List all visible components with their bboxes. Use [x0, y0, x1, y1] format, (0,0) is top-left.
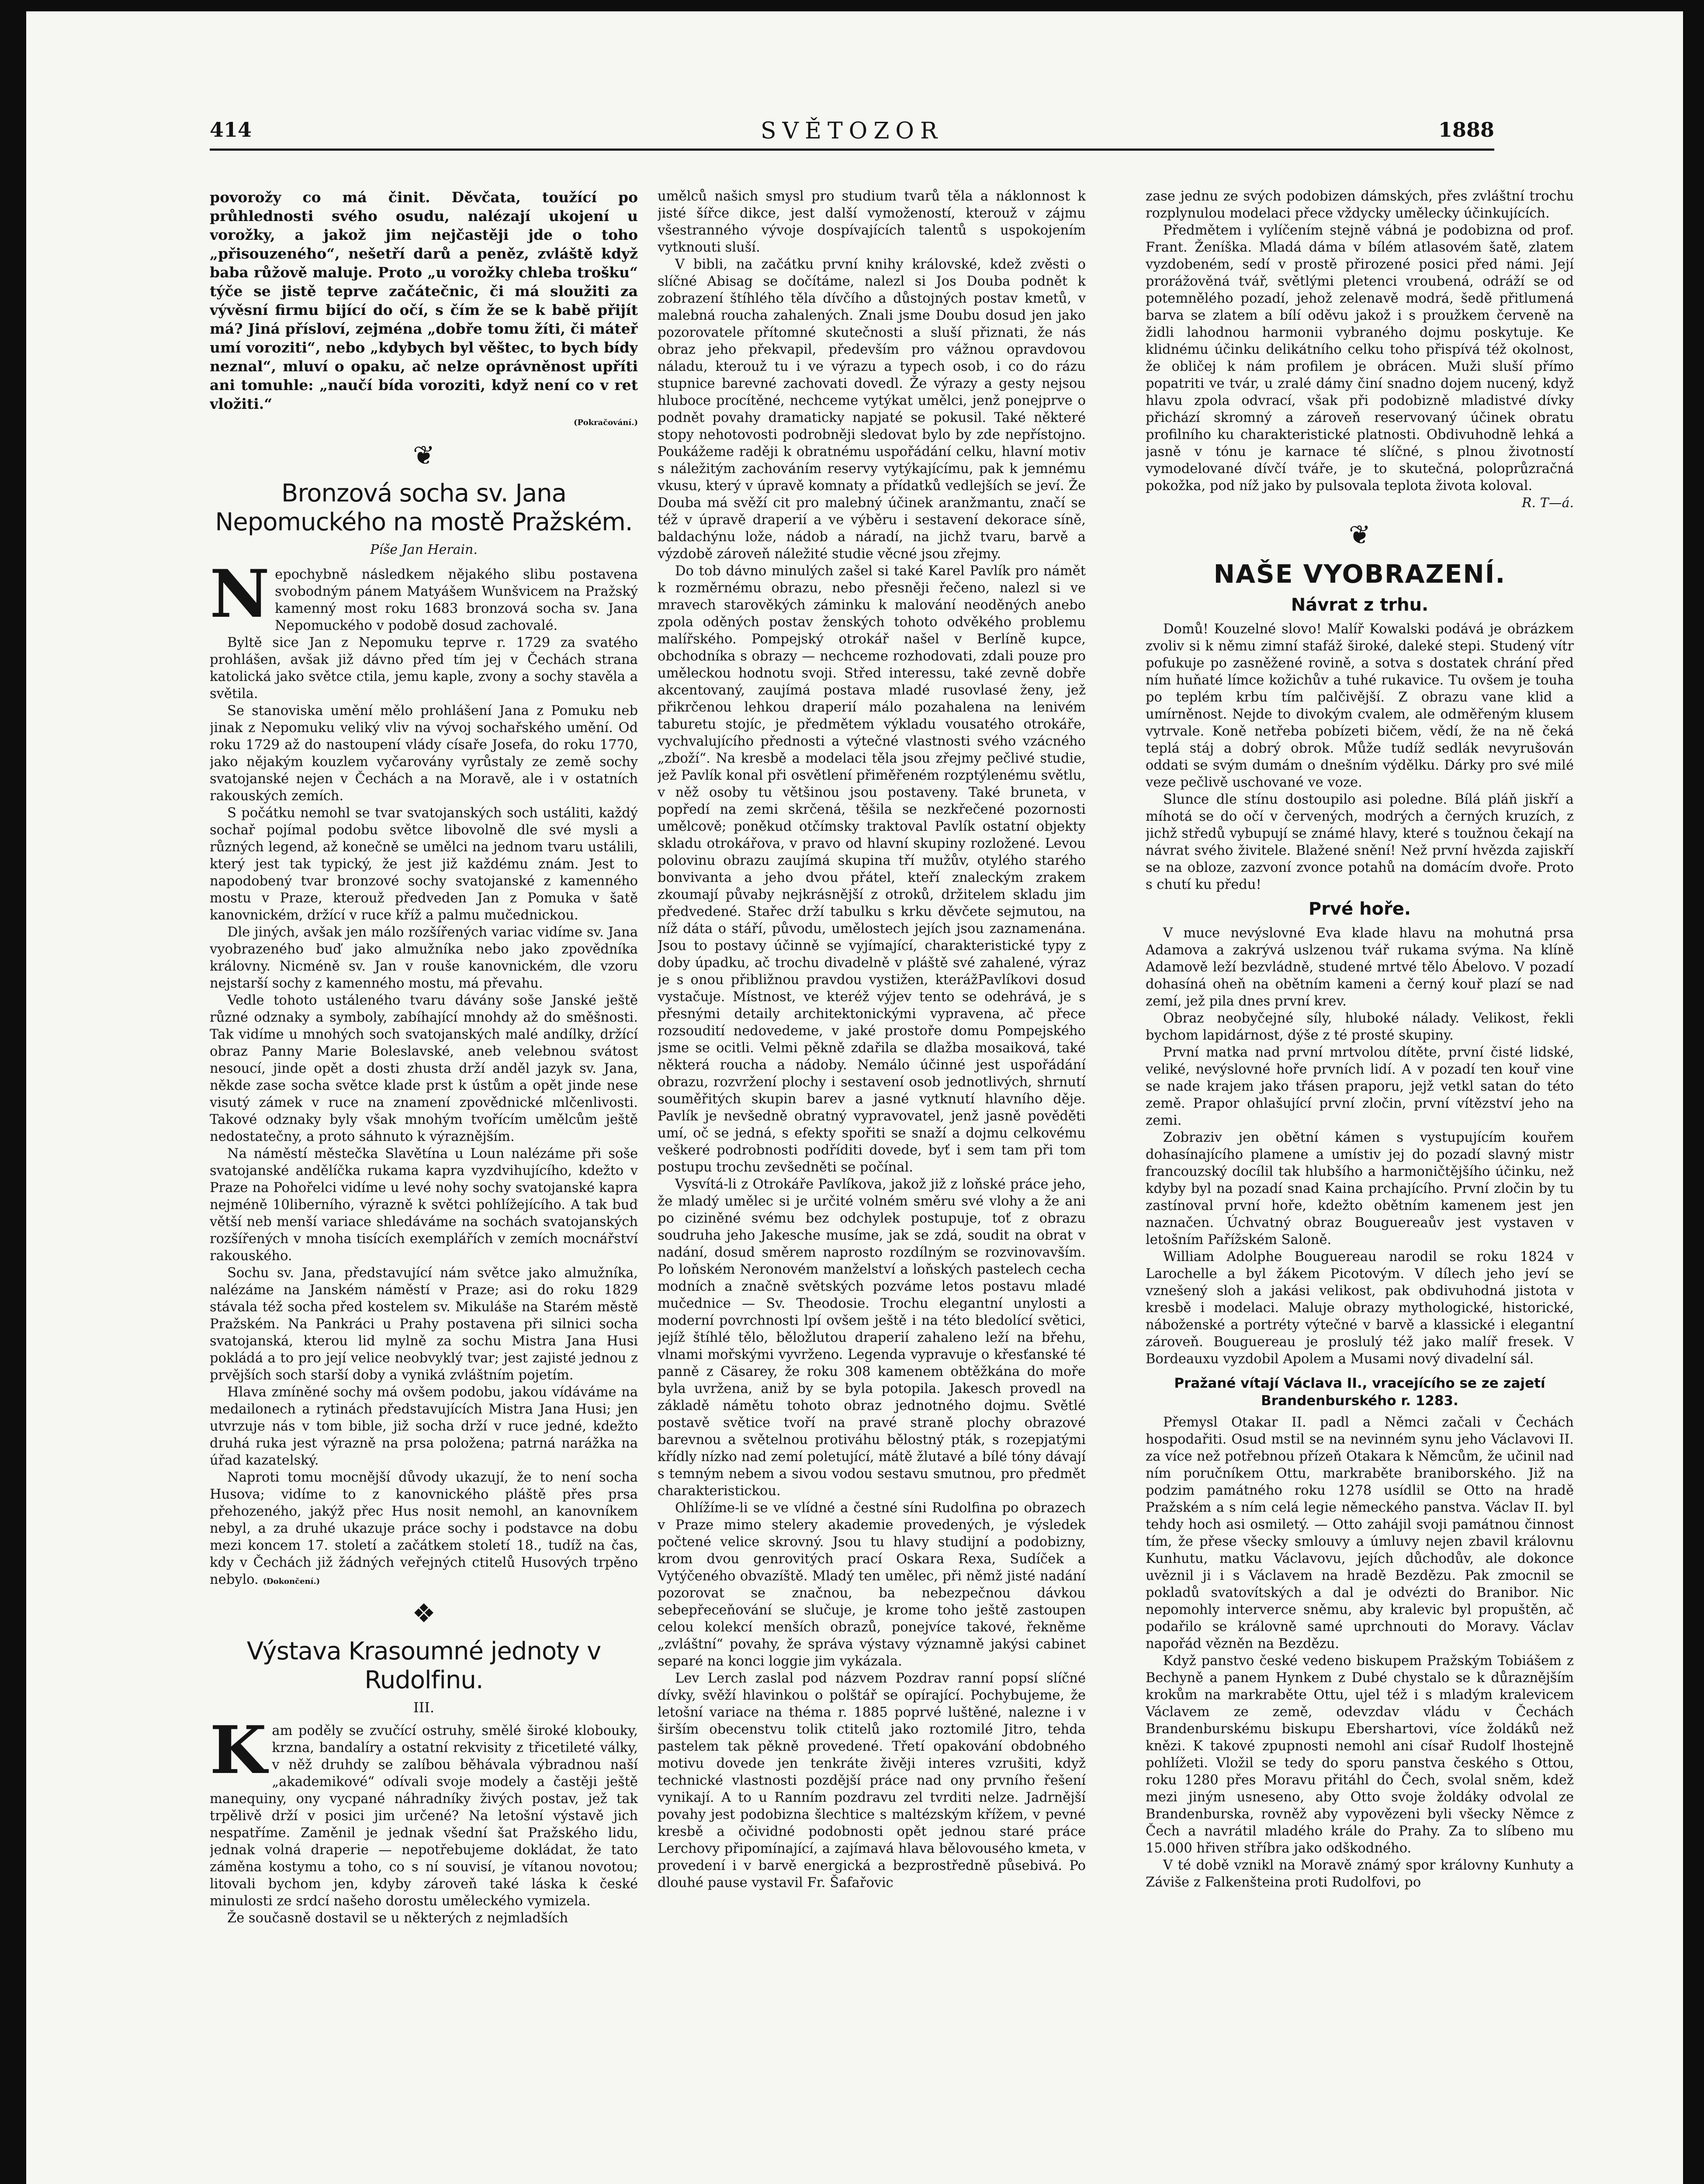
article-paragraph: Ohlížíme-li se ve vlídné a čestné síni Rudolfina po obrazech v Praze mimo stelery akademie provedených, je výsledek počtené velice skrovný. Jsou tu hlavy studijní a podobizny, krom dvou genrovitých prací Oskara Rexa, Sudíček a Vytýčeného obvazíště. Mladý ten umělec, při němž jisté nadání pozorovat se značnou, ba nebezpečnou dávkou sebepřeceňování se slučuje, je krome toho ještě zastoupen celou kolekcí menších obrazů, ponejvíce takové, řekněme „zvláštní“ povahy, že správa výstavy významně jakýsi cabinet separé na konci loggie jim vykázala.: [658, 1500, 1086, 1669]
article-paragraph: Když panstvo české vedeno biskupem Pražským Tobiášem z Bechyně a panem Hynkem z Dubé chystalo se k důraznějším krokům na markraběte Ottu, ujel též i s mladým kralevicem Václavem ze země, odevzdav vládu v Čechách Brandenburskému biskupu Ebershartovi, více žoldáků než knězi. K takové zpupnosti nemohl ani císař Rudolf lhostejně pohlížeti. Vložil se tedy do sporu panstva českého s Ottou, roku 1280 přes Moravu přitáhl do Čech, svolal sněm, kdež mezi jiným usneseno, aby Otto svoje žoldáky odvolal ze Brandenburska, rovněž aby vypovězeni byli všecky Němce z Čech a navrátil mladého krále do Prahy. Za to slíbeno mu 15.000 hřiven stříbra jako odškodného.: [1146, 1653, 1574, 1856]
article-paragraph: Se stanoviska umění mělo prohlášení Jana z Pomuku neb jinak z Nepomuku veliký vliv na vývoj sochařského umění. Od roku 1729 až do nastoupení vlády císaře Josefa, do roku 1770, jako nějakým kouzlem vyčarovány vyrůstaly ze země sochy svatojanské nejen v Čechách a na Moravě, ale i v ostatních rakouských zemích.: [210, 703, 638, 804]
article-paragraph: Domů! Kouzelné slovo! Malíř Kowalski podává je obrázkem zvoliv si k němu zimní stafáž široké, daleké stepi. Studený vítr pofukuje po zasněžené rovině, a sotva s dostatek chrání před ním huňaté límce kožichův a tuhé rukavice. Tu ovšem je touha po teplém krbu tím palčivější. Z obrazu vane klid a umírněnost. Nejde to divokým cvalem, ale odměřeným klusem vytrvale. Koně netřeba pobízeti bičem, vědí, že na ně čeká teplá stáj a dobrý obrok. Může tudíž sedlák nevyrušován oddati se svým dumám o dnešním výdělku. Dárky pro své milé veze pečlivě uschované ve voze.: [1146, 622, 1574, 790]
article-paragraph: Že současně dostavil se u některých z nejmladších: [227, 1911, 568, 1926]
article-paragraph: Byltě sice Jan z Nepomuku teprve r. 1729 za svatého prohlášen, avšak již dávno před tím jej v Čechách strana katolická jako světce ctila, jemu kaple, zvony a sochy stavěla a světila.: [210, 635, 638, 702]
article-paragraph: Dle jiných, avšak jen málo rozšířených variac vidíme sv. Jana vyobrazeného buď jako almužníka nebo jako zpovědníka královny. Nicméně sv. Jan v rouše kanovnickém, dle vzoru nejstarší sochy z kamenného mostu, má převahu.: [210, 925, 638, 991]
article-paragraph: Lev Lerch zaslal pod názvem Pozdrav ranní popsí slíčné dívky, svěží hlavinkou o polštář se opírající. Pochybujeme, že letošní variace na théma r. 1885 poprvé luštěné, nalezne i v širším obecenstvu tolik ctitelů jako roztomilé Jitro, tehda pastelem tak pěkně provedené. Třetí opakování obdobného motivu dovede jen tenkráte živěji interes vzrušiti, když technické vlastnosti pozdější práce nad ony prvního řešení vynikají. A to u Ranním pozdravu zel tvrditi nelze. Jadrnější povahy jest podobizna šlechtice s maltézským křížem, v pevné kresbě a očividné podobnosti opět jednou staré práce Lerchovy připomínající, a zajímavá hlava bělovousého kmeta, v provedení i v barvě energická a bezprostředně půsebivá. Po dlouhé pause vystavil Fr. Šafařovic: [658, 1671, 1086, 1890]
section-heading-illustrations: NAŠE VYOBRAZENÍ.: [1213, 559, 1506, 589]
article-paragraph: umělců našich smysl pro studium tvarů těla a náklonnost k jisté šířce dikce, jest další vymožeností, kterouž v zájmu všestranného vývoje dospívajících talentů s uspokojením vytknouti sluší.: [658, 189, 1086, 255]
article-paragraph: Nepochybně následkem nějakého slibu postavena svobodným pánem Matyášem Wunšvicem na Pražský kamenný most roku 1683 bronzová socha sv. Jana Nepomuckého v podobě dosud zachovalé.: [210, 556, 638, 633]
article-title-exhibition: Výstava Krasoumné jednoty v Rudolfinu.: [246, 1637, 601, 1694]
article-paragraph: Hlava zmíněné sochy má ovšem podobu, jakou vídáváme na medailonech a rytinách představujících Mistra Jana Husi; jen utvrzuje nás v tom bible, již socha drží v ruce jedné, kdežto druhá ruka jest výrazně na prsa položena; patrná narážka na úřad kazatelský.: [210, 1385, 638, 1468]
ornament-scroll-icon: ❦: [1348, 520, 1371, 550]
intro-block: [210, 188, 638, 432]
subheading-vaclav-return: Pražané vítají Václava II., vracejícího se ze zajetí Brandenburského r. 1283.: [1174, 1375, 1545, 1409]
drop-cap: N: [210, 556, 270, 632]
journal-title: SVĚTOZOR: [760, 118, 944, 144]
running-head: [210, 118, 1494, 151]
article-paragraph: zase jednu ze svých podobizen dámských, přes zvláštní trochu rozplynulou modelaci přece vždycky umělecky účinkujících.: [1146, 189, 1574, 221]
article-paragraph: William Adolphe Bouguereau narodil se roku 1824 v Larochelle a byl žákem Picotovým. V dílech jeho jeví se vznešený sloh a jakási velikost, pak obdivuhodná jistota v kresbě i modelaci. Maluje obrazy mythologické, historické, náboženské a portréty výtečné v barvě a klassické i elegantní zároveň. Bouguereau je proslulý též jako malíř fresek. V Bordeauxu vyzdobil Apolem a Musami nový divadelní sál.: [1146, 1249, 1574, 1367]
article-paragraph: Slunce dle stínu dostoupilo asi poledne. Bílá pláň jiskří a míhotá se do očí v červených, modrých a černých kruzích, z jichž středů vybupují se známé hlavy, které s toužnou čekají na návrat svého živitele. Blažené snění! Než první hvězda zajiskří se na obloze, zazvoní zvonce potahů na domácím dvoře. Proto s chutí ku předu!: [1146, 792, 1574, 892]
drop-cap: K: [210, 1712, 267, 1789]
article-paragraph: V muce nevýslovné Eva klade hlavu na mohutná prsa Adamova a zakrývá uslzenou tvář rukama svýma. Na klíně Adamově leží bezvládně, studené mrtvé tělo Ábelovo. V pozadí dohasíná oheň na obětním kameni a černý kouř plazí se nad zemí, jež pila dnes první krev.: [1146, 926, 1574, 1009]
article-paragraph: Předmětem i vylíčením stejně vábná je podobizna od prof. Frant. Ženíška. Mladá dáma v bílém atlasovém šatě, zlatem vyzdobeném, sedí v prostě přirozené posici před námi. Její prorážověná tvář, světlými pletenci vroubená, odráží se od potemnělého pozadí, jehož zelenavě modrá, šedě přitlumená barva se zlatem a bílí oděvu jakož i s proužkem červeně na židli lahodnou harmonii vybraného dojmu poskytuje. Ke klidnému účinku delikátního celku toho přispívá též okolnost, že obličej k nám profilem je obrácen. Muži sluší přímo popatriti ve tvár, u zralé dámy činí snadno dojem nucený, když hlavu zpola odvrací, však při podobizně mladistvé dívky přichází skromný a zároveň reservovaný účinek obratu profilního ku charakteristické platnosti. Obdivuhodně lehká a jasně v tónu je karnace té slíčné, s plnou životností vymodelované dívčí tváře, je to skutečná, poloprůzračná pokožka, pod níž jako by pulsovala teplota života koloval.: [1146, 223, 1574, 494]
article-paragraph: Na náměstí městečka Slavětína u Loun nalézáme při soše svatojanské andělíčka rukama kapra vyzdvihujícího, kdežto v Praze na Pohořelci vidíme u levé nohy sochy svatojanské kapra nejméně 10liberního, výrazně k světci pohlížejícího. A tak buď větší neb menší variace shledáváme na sochách svatojanských rozšířených v mnoha tisících exemplářích v zemích mocnářství rakouského.: [210, 1146, 638, 1264]
article-paragraph: Do tob dávno minulých zašel si také Karel Pavlík pro námět k rozměrnému obrazu, nebo přesněji řečeno, nalezl si ve mravech starověkých záminku k malování neoděných anebo zpola oděných postav ženských tohoto odvěkého problemu malířského. Pompejský otrokář našel v Berlíně kupce, obchodníka s obrazy — nechceme rozhodovati, zdali pouze pro uměleckou hodnotu svoji. Střed interessu, také zevně dobře akcentovaný, zaujímá postava mladé rusovlasé ženy, jež přikrčenou lehkou draperií málo pozahalena na lenivém taburetu stojíc, je předmětem výkladu vousatého otrokáře, vychvalujícího přednosti a výtečné vlastnosti svého vzácného „zboží“. Na kresbě a modelaci těla jsou zřejmy pečlivé studie, jež Pavlík konal při osvětlení přiměřeném rozptýlenému světlu, v něž osoby tu většinou jsou postaveny. Také bruneta, v popředí na zemi skrčená, těšila se nezkřečené pozornosti umělcově; poněkud otčímsky traktoval Pavlík ostatní objekty skladu otrokářova, v pravo od hlavní skupiny rozložené. Levou polovinu obrazu zaujímá skupina tří mužův, otylého starého bonvivanta a jeho dvou přátel, kteří znaleckým zrakem zkoumají půvaby nejkrásnější z otroků, držitelem skladu jim předvedené. Stařec drží tabulku s krku děvčete sejmutou, na níž dáta o stáří, původu, umělostech jejích jsou zaznamenána. Jsou to postavy účinně se vyjímající, charakteristické typy z doby úpadku, ač trochu divadelně v pláště své zahalené, výraz je s onou přibližnou pravdou vystižen, kterážPavlíkovi dosud vystačuje. Místnost, ve kteréž výjev tento se odehrává, je s přesnými detaily architektonickými vypravena, ač přece rozsoudití nedovedeme, v jaké prostoře domu Pompejského jsme se ocitli. Velmi pěkně zdařila se dlažba mosaiková, také některá roucha a nádoby. Nemálo účinné jest uspořádání obrazu, rozvržení plochy i sestavení osob jednotlivých, shrnutí souměřitých skupin barev a jasné vytknutí hlavního děje. Pavlík je nevšedně obratný vypravovatel, jenž jasně pověděti umí, oč se jedná, s efekty spořiti se snaží a dojmu celkovému veškeré podrobnosti podříditi dovede, byť i sem tam při tom postupu trochu zevšedněti se počínal.: [658, 563, 1086, 1175]
article-paragraph: Přemysl Otakar II. padl a Němci začali v Čechách hospodařiti. Osud mstil se na nevinném synu jeho Václavovi II. za více než potřebnou přízeň Otakara k Němcům, že učinil nad ním poručníkem Ottu, markraběte braniborského. Již na podzim památného roku 1278 usídlil se Otto na hradě Pražském a s ním celá legie německého panstva. Václav II. byl tehdy hoch asi osmiletý. — Otto zahájil svoji památnou činnost tím, že přese všecky smlouvy a úmluvy nejen zbavil královnu Kunhutu, matku Václavovu, jejích důchodův, ale dokonce uvěznil ji i s Václavem na hradě Bezdězu. Pak zmocnil se pokladů svatovítských a dal je odvézti do Branibor. Nic nepomohly interverce sněmu, aby kralevic byl propuštěn, ač podařilo se královně samé uprchnouti do Moravy. Václav napořád vězněn na Bezdězu.: [1146, 1415, 1574, 1652]
page-number: 414: [210, 118, 252, 142]
ornament-grape-icon: ❦: [412, 440, 435, 471]
intro-paragraph: povorožy co má činit. Děvčata, toužící po průhlednosti svého osudu, nalézají ukojení u vorožky, a jakož jim nejčastěji jde o toho „přisouzeného“, nešetří darů a peněz, zvláště když baba růžově maluje. Proto „u vorožky chleba trošku“ týče se jistě teprve začátečnic, či má sloužiti za vývěsní firmu bijící do očí, s čím že se k babě přijít má? Jiná přísloví, zejména „dobře tomu žíti, či máteř umí voroziti“, nebo „kdybych byl věštec, to bych bídy neznal“, mluví o opaku, ač nelze oprávněnost upříti ani tomuhle: „naučí bída voroziti, když není co v ret vložiti.“: [210, 189, 638, 412]
article-paragraph: V té době vznikl na Moravě známý spor královny Kunhuty a Záviše z Falkenšteina proti Rudolfovi, po: [1146, 1858, 1574, 1890]
article-paragraph: Vysvítá-li z Otrokáře Pavlíkova, jakož již z loňské práce jeho, že mladý umělec si je určité volném směru své vlohy a že ani po ciziněné svému bez odchylek postupuje, toť z obrazu soudruha jeho Jakesche musíme, jak se zdá, soudit na obrat v nadání, dosud směrem naprosto rozdílným se rozvinovavším. Po loňském Neronovém manželství a loňských pastelech cecha modních a značně světských pozváme letos postavu mladé mučednice — Sv. Theodosie. Trochu elegantní unylosti a moderní povrchnosti lpí ovšem ještě i na této bledolící světici, jejíž štíhlé tělo, běložlutou draperií zahaleno leží na břehu, vlnami mořskými vyvrženo. Legenda vypravuje o křesťanské té panně z Cäsarey, že roku 308 kamenem obtěžkána do moře byla uvržena, aniž by se byla potopila. Jakesch provedl na základě námětu tohoto obraz jednotného dojmu. Světlé postavě světice tvoří na pravé straně plochy obrazové barevnou a světelnou protiváhu bělostný pták, s rozepjatými křídly nízko nad zemí poletující, mátě žlutavé a bílé tóny dávají s temným nebem a sivou vodou sestavu smutnou, pro předmět charakteristickou.: [658, 1177, 1086, 1499]
section-number: III.: [413, 1699, 435, 1716]
article-paragraph: S počátku nemohl se tvar svatojanských soch ustáliti, každý sochař pojímal podobu světce libovolně dle své mysli a různých legend, až konečně se umělci na jednom tvaru ustálili, který jest tak typický, že jest již každému znám. Jest to napodobený tvar bronzové sochy svatojanské z kamenného mostu v Praze, kterouž předveden Jan z Pomuka v šatě kanovnickém, držící v ruce kříž a palmu mučednickou.: [210, 805, 638, 923]
column-left: [210, 188, 638, 2118]
subheading-first-sorrow: Prvé hoře.: [1308, 899, 1411, 919]
column-right: [1146, 188, 1574, 2118]
scan-edge-left: [0, 0, 26, 2184]
article-paragraph: Naproti tomu mocnější důvody ukazují, že to není socha Husova; vidíme to z kanovnického pláště přes prsa přehozeného, jakýž přec Hus nosit nemohl, an kanovníkem nebyl, a za druhé ukazuje práce sochy i podstavce na dobu mezi koncem 17. století a začátkem století 18., tudíž na čas, kdy v Čechách již žádných veřejných ctitelů Husových trpěno nebylo. (Dokončení.): [210, 1470, 638, 1587]
continuation-note: (Pokračování.): [574, 418, 638, 427]
article-paragraph: Kam poděly se zvučící ostruhy, smělé široké klobouky, krzna, bandalíry a ostatní rekvisity z třicetileté války, v něž druhdy se zalíbou běhávala výbradnou naší „akademikové“ odívali svoje modely a častěji ještě manequiny, ony vycpané náhradníky živých postav, jež tak trpělivě drží v posici jim určené? Na letošní výstavě jich nespatříme. Zaměnil je jednak všední šat Pražského lidu, jednak volná draperie — nepotřebujeme dokládat, že tato záměna kostymu a toho, co s ní souvisí, je vítanou novotou; litovali bychom jen, kdyby zároveň také láska k české minulosti ze srdcí našeho dorostu uměleckého vymizela.: [210, 1712, 638, 1909]
subheading-return-from-market: Návrat z trhu.: [1291, 595, 1429, 615]
ornament-flourish-icon: ❖: [412, 1598, 436, 1629]
article-paragraph: Sochu sv. Jana, představující nám světce jako almužníka, nalézáme na Janském náměstí v Praze; asi do roku 1829 stávala též socha před kostelem sv. Mikuláše na Starém městě Pražském. Na Pankráci u Prahy postavena při silnici socha svatojanská, kterou lid mylně za sochu Mistra Jana Husi pokládá a to pro její velice neobvyklý tvar; jest zajisté jednou z prvějších soch starší doby a vyniká zvláštním pojetím.: [210, 1265, 638, 1383]
article-paragraph: První matka nad první mrtvolou dítěte, první čisté lidské, veliké, nevýslovné hoře prvních lidí. A v pozadí ten kouř vine se nade krajem jako třásen praporu, jejž vetkl satan do této země. Prapor ohlašující první zločin, první vítězství jeho na zemi.: [1146, 1045, 1574, 1128]
article-paragraph: Vedle tohoto ustáleného tvaru dávány soše Janské ještě různé odznaky a symboly, zabíhající mnohdy až do směšnosti. Tak vidíme u mnohých soch svatojanských malé andílky, držící obraz Panny Marie Boleslavské, aneb velebnou svátost nesoucí, jinde opět a dosti zhusta drží anděl jazyk sv. Jana, někde zase socha světce klade prst k ústům a opět jinde nese visutý zámek v ruce na znamení zpovědnické mlčenlivosti. Takové odznaky byly však mnohým tvořícím umělcům ještě nedostatečny, a proto sáhnuto k výraznějším.: [210, 993, 638, 1144]
column-middle: [658, 188, 1086, 2118]
article-paragraph: V bibli, na začátku první knihy královské, kdež zvěsti o slíčné Abisag se dočítáme, nalezl si Jos Douba podnět k zobrazení štíhlého těla dívčího a důstojných postav kmetů, v malebná roucha zahalených. Znali jsme Doubu dosud jen jako pozorovatele přítomné skutečnosti a sluší přiznati, že nás obraz jeho překvapil, především pro vážnou opravdovou náladu, kterouž tu i ve výrazu a typech osob, i co do rázu stupnice barevné zachovati dovedl. Že výrazy a gesty nejsou hluboce procítěné, nechceme vytýkat umělci, jenž ponejprve o podnět povahy dramaticky napjaté se pokusil. Také některé stopy nehotovosti podrobněji sledovat bylo by zde nepřístojno. Poukážeme raději k obratnému uspořádání celku, hlavní motiv s náležitým zachováním reservy vytýkajícímu, pak k jemnému vkusu, který v úpravě komnaty a přídatků vedlejších se jeví. Že Douba má svěží cit pro malebný účinek aranžmantu, značí se též v úpravě draperií a ve výběru i sestavení dekorace síně, baldachýnu lože, nádob a náradí, na jichž tvaru, barvě a výzdobě zároveň náležité studie věcné jsou zřejmy.: [658, 257, 1086, 562]
scan-edge-top: [0, 0, 1704, 11]
article-byline: Píše Jan Herain.: [370, 542, 478, 557]
article-title-statue: Bronzová socha sv. Jana Nepomuckého na mostě Pražském.: [215, 479, 633, 536]
scan-edge-right: [1683, 0, 1704, 2184]
article-paragraph: Zobraziv jen obětní kámen s vystupujícím kouřem dohasínajícího plamene a umístiv jej do pozadí slavný mistr francouzský docílil tak hlubšího a harmoničtějšího účinku, než kdyby byl na pozadí snad Kaina prchajícího. První zločin by tu zastínoval první hoře, kdežto obětním kamenem jest jen naznačen. Úchvatný obraz Bouguereaův jest vystaven v letošním Pařížském Saloně.: [1146, 1130, 1574, 1248]
author-signature: R. T—á.: [1521, 495, 1574, 511]
year: 1888: [1438, 118, 1494, 142]
article-paragraph: Obraz neobyčejné síly, hluboké nálady. Velikost, řekli bychom lapidárnost, dýše z té prosté skupiny.: [1146, 1011, 1574, 1043]
continuation-note: (Dokončení.): [263, 1577, 320, 1586]
